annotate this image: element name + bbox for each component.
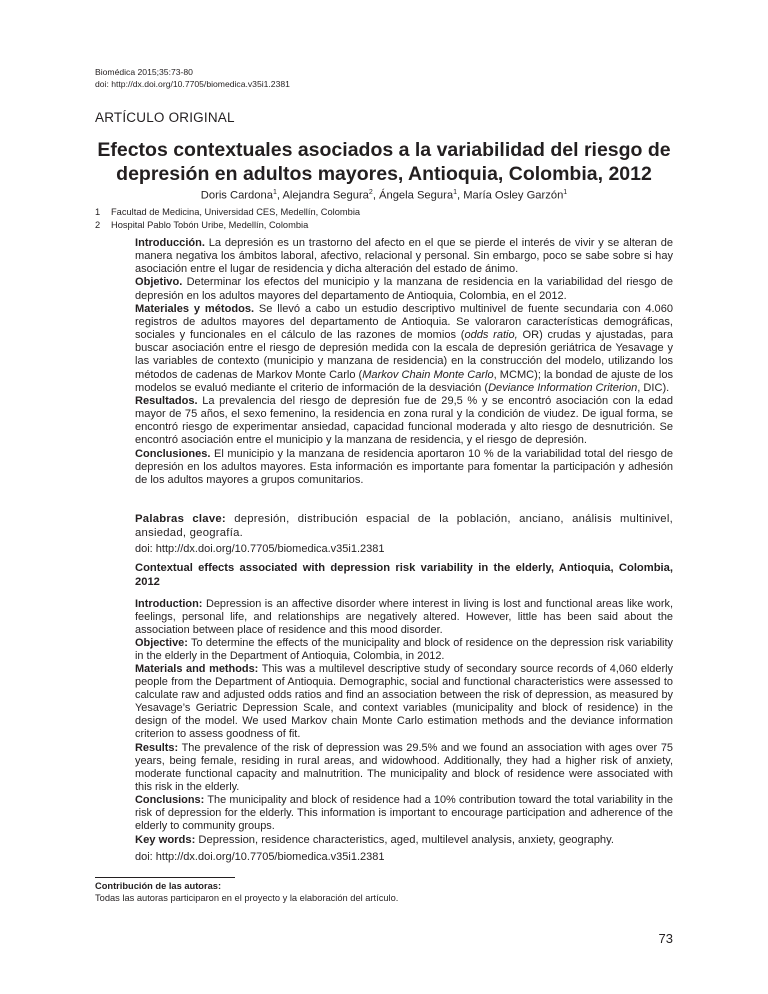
keywords-english (135, 834, 673, 847)
affiliation-item (95, 219, 360, 232)
section-label: ARTÍCULO ORIGINAL (95, 110, 235, 125)
results-label: Results: (135, 741, 179, 754)
journal-header (95, 67, 290, 90)
abstract-conclusions (135, 794, 673, 833)
author-name: Doris Cardona (200, 189, 273, 202)
objective-text: Determinar los efectos del municipio y la manzana de residencia en la variabilidad del riesgo de depresión en los adultos mayores del departamento de Antioquia, Colombia, en el 2012. (135, 276, 673, 302)
abstract-objective (135, 637, 673, 663)
introduction-text: Depression is an affective disorder where interest in living is lost and functional areas like work, feelings, personal life, and relationships are negatively altered. However, little has been said about the association between place of residence and this mood disorder. (135, 598, 673, 637)
conclusions-label: Conclusiones. (135, 447, 211, 460)
author-affil-mark: 2 (368, 189, 373, 196)
abstract-conclusions (135, 448, 673, 487)
contribution-note (95, 880, 398, 904)
affiliation-number: 1 (95, 207, 101, 217)
abstract-english (135, 598, 673, 833)
abstract-introduction (135, 237, 673, 276)
affiliations (95, 206, 360, 231)
conclusions-text: El municipio y la manzana de residencia aportaron 10 % de la variabilidad total del riesgo de depresión en los adultos mayores. Esta información es importante para fomentar la participación y adhesión de los adultos mayores a grupos comunitarios. (135, 447, 673, 486)
affiliation-text: Hospital Pablo Tobón Uribe, Medellín, Colombia (111, 219, 309, 230)
methods-italic: Markov Chain Monte Carlo (362, 368, 494, 381)
methods-label: Materials and methods: (135, 663, 259, 676)
abstract-methods (135, 663, 673, 741)
doi-english[interactable]: doi: http://dx.doi.org/10.7705/biomedica.v35i1.2381 (135, 851, 385, 863)
author-name: Alejandra Segura (282, 189, 369, 202)
doi-spanish[interactable]: doi: http://dx.doi.org/10.7705/biomedica.v35i1.2381 (135, 543, 385, 555)
results-text: La prevalencia del riesgo de depresión fue de 29,5 % y se encontró asociación con la edad mayor de 75 años, el sexo femenino, la residencia en zona rural y la condición de viudez. De igual forma, se encontró riesgo de experimentar ansiedad, capacidad funcional moderada y alto riesgo de desnutrición. Se encontró asociación entre el municipio y la manzana de residencia, y el riesgo de depresión. (135, 394, 673, 447)
objective-label: Objetivo. (135, 276, 183, 289)
keywords-label: Palabras clave: (135, 513, 226, 525)
article-title: Efectos contextuales asociados a la variabilidad del riesgo de depresión en adultos mayores, Antioquia, Colombia, 2012 (97, 139, 671, 185)
affiliation-number: 2 (95, 219, 101, 230)
english-title: Contextual effects associated with depression risk variability in the elderly, Antioquia, Colombia, 2012 (135, 562, 673, 588)
contribution-text: Todas las autoras participaron en el proyecto y la elaboración del artículo. (95, 893, 399, 903)
page-number: 73 (658, 931, 673, 946)
objective-text: To determine the effects of the municipality and block of residence on the depression risk variability in the elderly in the Department of Antioquia, Colombia, in 2012. (135, 637, 673, 663)
abstract-introduction (135, 598, 673, 637)
methods-italic: odds ratio, (464, 329, 518, 342)
keywords-spanish (135, 512, 673, 540)
objective-label: Objective: (135, 637, 188, 650)
author-name: María Osley Garzón (463, 189, 564, 202)
methods-text: OR) crudas y ajustadas, para buscar asociación entre el riesgo de depresión medida con la escala de depresión geriátrica de Yesavage y las variables de contexto (municipio y manzana de residencia) en la construcción del modelo, utilizando los métodos de cadenas de Markov Monte Carlo ( (135, 329, 673, 381)
introduction-label: Introduction: (135, 598, 203, 610)
abstract-objective (135, 276, 673, 302)
journal-citation: Biomédica 2015;35:73-80 (95, 67, 193, 77)
affiliation-item (95, 206, 360, 219)
author-affil-mark: 1 (272, 189, 277, 196)
results-label: Resultados. (135, 394, 198, 407)
methods-label: Materiales y métodos. (135, 302, 255, 315)
methods-italic: Deviance Information Criterion (488, 381, 638, 394)
introduction-text: La depresión es un trastorno del afecto en el que se pierde el interés de vivir y se alteran de manera negativa los ámbitos laboral, afectivo, relacional y personal. Sin embargo, poco se sabe sobre si hay asociación entre el lugar de residencia y dicha alteración del estado de ánimo. (135, 237, 673, 276)
abstract-spanish (135, 237, 673, 487)
author-affil-mark: 1 (563, 189, 568, 196)
conclusions-text: The municipality and block of residence had a 10% contribution toward the total variability in the risk of depression for the elderly. This information is important to encourage participation and adherence of the elderly to community groups. (135, 793, 673, 832)
conclusions-label: Conclusions: (135, 793, 205, 806)
keywords-label: Key words: (135, 834, 196, 846)
methods-text: , MCMC); la bondad de ajuste de los modelos se evaluó mediante el criterio de información de la desviación ( (135, 368, 673, 394)
methods-text: This was a multilevel descriptive study of secondary source records of 4,060 elderly people from the Department of Antioquia. Demographic, social and functional characteristics were assessed to calculate raw and adjusted odds ratios and find an association between the risk of depression, as measured by Yesavage’s Geriatric Depression Scale, and context variables (municipality and block of residence) in the design of the model. We used Markov chain Monte Carlo estimation methods and the deviance information criterion to assess goodness of fit. (135, 663, 674, 741)
results-text: The prevalence of the risk of depression was 29.5% and we found an association with ages over 75 years, being female, residing in rural areas, and widowhood. Additionally, they had a higher risk of anxiety, moderate functional capacity and malnutrition. The municipality and block of residence were associated with this risk in the elderly. (135, 741, 673, 793)
author-list: Doris Cardona$^1$, Alejandra Segura$^2$, Ángela Segura$^1$, María Osley Garzón$^1$ (200, 189, 568, 202)
abstract-methods (135, 303, 673, 395)
header-doi: doi: http://dx.doi.org/10.7705/biomedica.v35i1.2381 (95, 78, 290, 89)
author-name: Ángela Segura (379, 189, 454, 202)
methods-text: Se llevó a cabo un estudio descriptivo multinivel de fuente secundaria con 4.060 registros de adultos mayores del departamento de Antioquia. Se valoraron características demográficas, sociales y funcionales en el cálculo de las razones de momios ( (135, 302, 673, 342)
author-affil-mark: 1 (453, 189, 457, 196)
methods-text: , DIC). (637, 381, 670, 394)
keywords-text: Depression, residence characteristics, aged, multilevel analysis, anxiety, geography. (198, 834, 615, 846)
contribution-label: Contribución de las autoras: (95, 881, 222, 891)
abstract-results (135, 395, 673, 448)
footnote-divider (95, 877, 235, 878)
keywords-text: depresión, distribución espacial de la población, anciano, análisis multinivel, ansiedad, geografía. (135, 513, 673, 539)
affiliation-text: Facultad de Medicina, Universidad CES, Medellín, Colombia (111, 207, 361, 217)
abstract-results (135, 742, 673, 794)
introduction-label: Introducción. (135, 237, 205, 249)
